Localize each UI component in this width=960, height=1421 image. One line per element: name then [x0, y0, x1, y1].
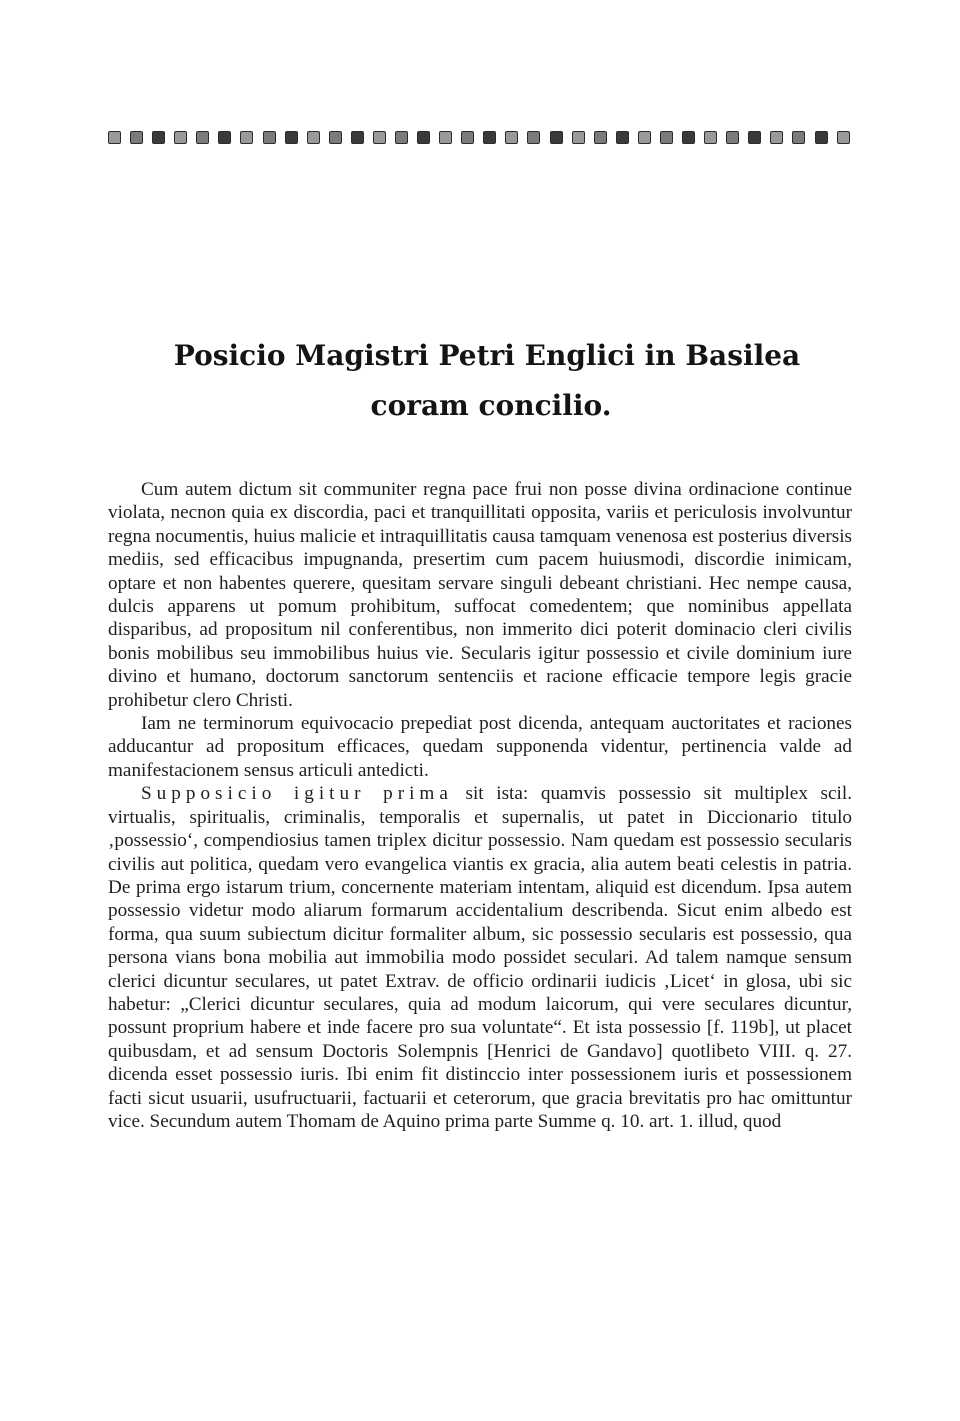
paragraph-text: sit ista: quamvis possessio sit multiplex scil. virtualis, spiritualis, criminalis, temporalis et supernalis, ut patet in Diccionario titulo ‚possessio‘, compendiosius tamen triplex dicitur possessio. Nam quedam est possessio secularis civilis aut politica, quedam vero evangelica viantis ex gracia, alia autem beati celestis in patria. De prima ergo istarum trium, concernente materiam intentam, aliquid est dicendum. Ipsa autem possessio videtur modo aliarum formarum accidentalium describenda. Sicut enim albedo est forma, qua suum subiectum dicitur formaliter album, sic possessio secularis est possessio, qua persona vians bona mobilia aut immobilia modo possidet seculari. Ad talem namque sensum clerici dicuntur seculares, ut patet Extrav. de officio ordinarii iudicis ‚Licet‘ in glosa, ubi sic habetur: „Clerici dicuntur seculares, quia ad modum laicorum, qui vere seculares dicuntur, possunt proprium habere et inde facere pro sua voluntate“. Et ista possessio [f. 119b], ut placet quibusdam, et ad sensum Doctoris Solempnis [Henrici de Gandavo] quotlibeto VIII. q. 27. dicenda esset possessio iuris. Ibi enim fit distinccio inter possessionem iuris et possessionem facti sicut usuarii, usufructuarii, factuarii et ceterorum, que gracia brevitatis pro hac omittuntur vice. Secundum autem Thomam de Aquino prima parte Summe q. 10. art. 1. illud, quod	[108, 783, 852, 1132]
ornament-glyph	[594, 131, 607, 144]
ornament-glyph	[263, 131, 276, 144]
ornament-glyph	[108, 131, 121, 144]
ornament-glyph	[815, 131, 828, 144]
ornament-glyph	[395, 131, 408, 144]
ornament-glyph	[240, 131, 253, 144]
ornament-glyph	[483, 131, 496, 144]
decorative-ornament-band	[108, 126, 850, 148]
ornament-glyph	[351, 131, 364, 144]
paragraph	[108, 782, 852, 1133]
ornament-glyph	[174, 131, 187, 144]
page-title: Posicio Magistri Petri Englici in Basilea	[173, 339, 801, 372]
ornament-glyph	[748, 131, 761, 144]
ornament-glyph	[726, 131, 739, 144]
spaced-heading: Supposicio igitur prima	[141, 783, 453, 805]
body-text	[108, 478, 852, 1133]
ornament-glyph	[638, 131, 651, 144]
ornament-glyph	[660, 131, 673, 144]
ornament-glyph	[792, 131, 805, 144]
ornament-glyph	[285, 131, 298, 144]
ornament-glyph	[704, 131, 717, 144]
paragraph: Iam ne terminorum equivocacio prepediat post dicenda, antequam auctoritates et raciones adducantur ad propositum efficaces, quedam supponenda videntur, pertinencia valde ad manifestacionem sensus articuli antedicti.	[108, 713, 852, 781]
ornament-glyph	[505, 131, 518, 144]
ornament-glyph	[682, 131, 695, 144]
ornament-glyph	[572, 131, 585, 144]
ornament-glyph	[550, 131, 563, 144]
ornament-glyph	[461, 131, 474, 144]
ornament-glyph	[196, 131, 209, 144]
ornament-glyph	[307, 131, 320, 144]
ornament-glyph	[837, 131, 850, 144]
paragraph: Cum autem dictum sit communiter regna pace frui non posse divina ordinacione continue violata, necnon quia ex discordia, paci et tranquillitati opposita, variis et periculosis involvuntur regna nocumentis, huius malicie et intraquillitatis causa tamquam venenosa est posterius diversis mediis, sed efficacibus impugnanda, presertim cum pacem huiusmodi, discordie inimicam, optare et non habentes querere, quesitam servare singuli debeant christiani. Hec nempe causa, dulcis apparens ut pomum prohibitum, suffocat comedentem; que nominibus appellata disparibus, ad propositum nil conferentibus, non immerito dici poterit dominacio cleri civilis bonis mobilibus seu immobilibus huius vie. Secularis igitur possessio et civile dominium iure divino et humano, doctorum sanctorum sentenciis et racione efficacie tempore legis gracie prohibetur clero Christi.	[108, 479, 852, 711]
ornament-glyph	[152, 131, 165, 144]
ornament-glyph	[329, 131, 342, 144]
ornament-glyph	[616, 131, 629, 144]
ornament-glyph	[770, 131, 783, 144]
ornament-glyph	[218, 131, 231, 144]
page-title-line-2: coram concilio.	[370, 389, 612, 422]
ornament-glyph	[527, 131, 540, 144]
ornament-glyph	[373, 131, 386, 144]
ornament-glyph	[130, 131, 143, 144]
ornament-glyph	[417, 131, 430, 144]
ornament-glyph	[439, 131, 452, 144]
